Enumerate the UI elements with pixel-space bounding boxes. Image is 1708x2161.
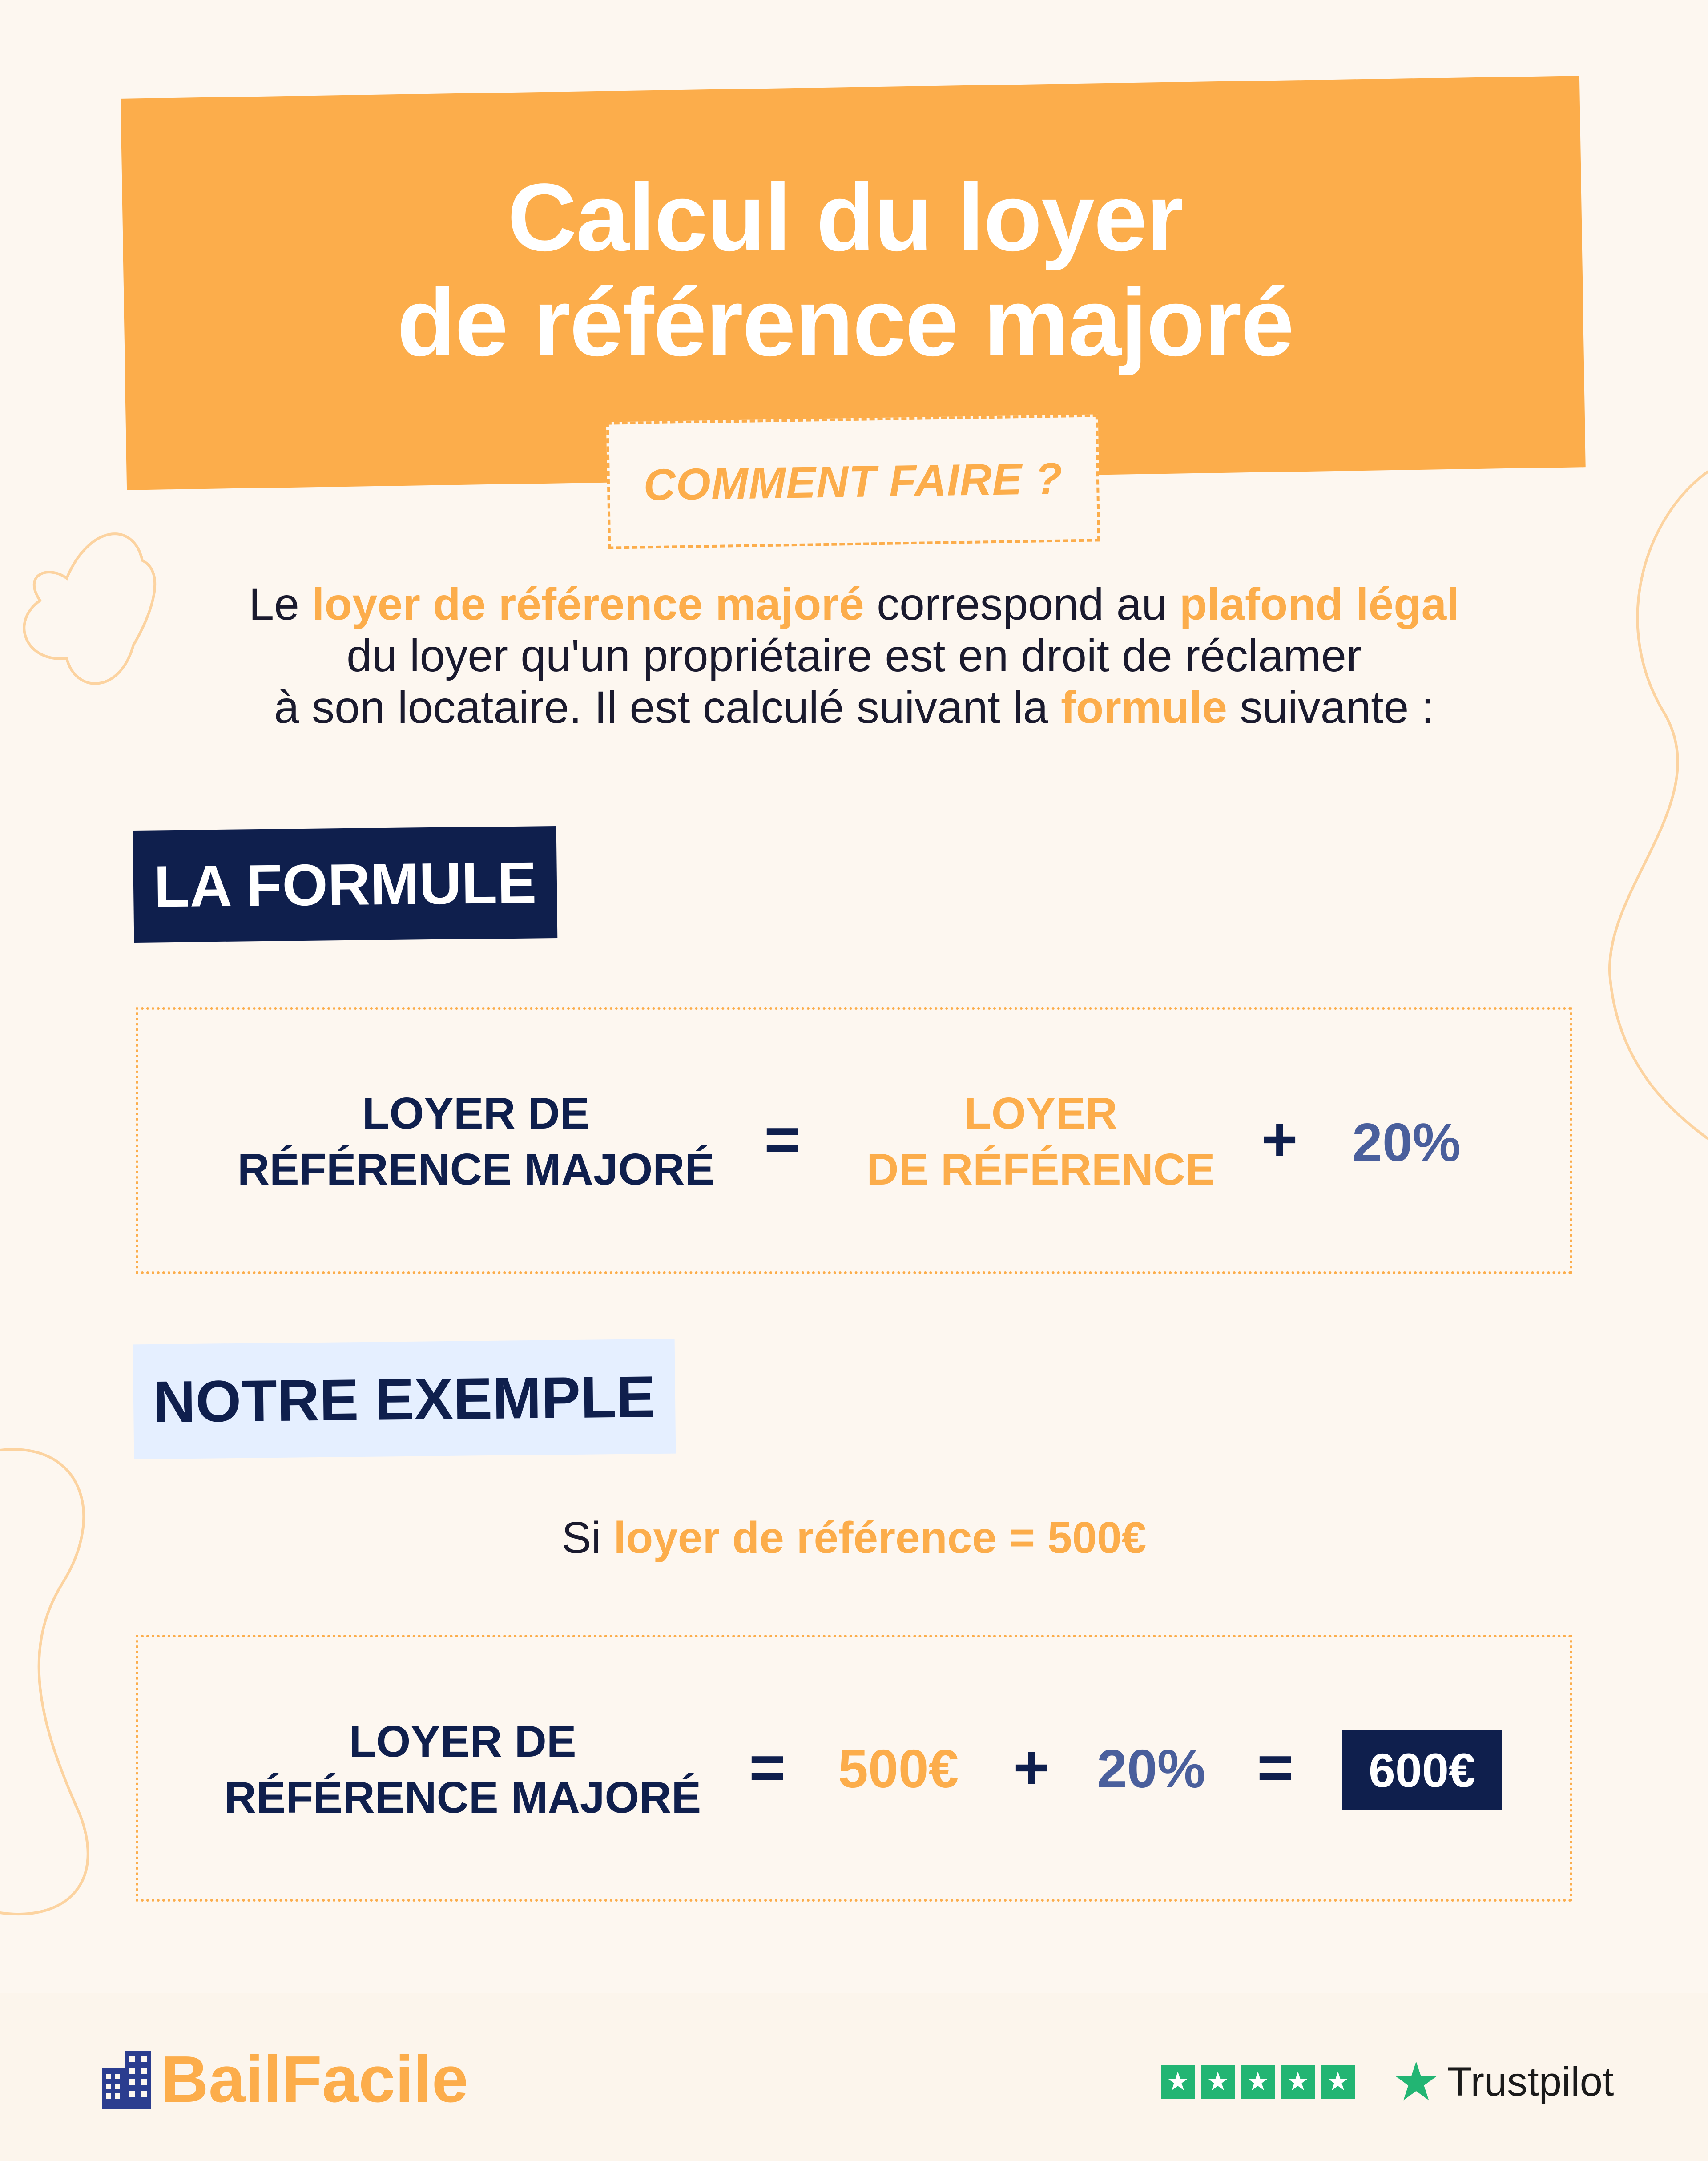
intro-highlight: formule <box>1060 682 1228 733</box>
trustpilot-rating <box>1161 2065 1361 2099</box>
example-equals: = <box>749 1732 786 1802</box>
intro-paragraph <box>147 578 1561 733</box>
example-condition <box>400 1512 1308 1564</box>
example-equals-2: = <box>1257 1732 1293 1802</box>
example-condition-value: loyer de référence = 500€ <box>613 1513 1147 1563</box>
trustpilot-logo <box>1392 2052 1614 2112</box>
intro-line-1 <box>147 578 1561 630</box>
intro-text: suivante : <box>1227 682 1434 733</box>
brand-name: BailFacile <box>161 2043 469 2116</box>
star-icon: ★ <box>1321 2065 1355 2099</box>
formula-plus: + <box>1261 1104 1298 1174</box>
intro-highlight: plafond légal <box>1179 579 1459 629</box>
subtitle: COMMENT FAIRE ? <box>643 453 1063 510</box>
star-icon: ★ <box>1241 2065 1275 2099</box>
intro-highlight: loyer de référence majoré <box>312 579 864 629</box>
intro-line-2: du loyer qu'un propriétaire est en droit de réclamer <box>346 630 1362 681</box>
star-icon: ★ <box>1161 2065 1195 2099</box>
star-icon: ★ <box>1201 2065 1235 2099</box>
section-tag-formule <box>133 826 558 943</box>
trustpilot-badge[interactable] <box>1161 2052 1614 2112</box>
section-tag-label: LA FORMULE <box>153 849 537 919</box>
formula-mid-term <box>845 1085 1237 1197</box>
formula-equals: = <box>764 1104 801 1174</box>
blob-outline-left <box>24 534 155 684</box>
intro-text: correspond au <box>864 579 1180 629</box>
brand-logo[interactable] <box>102 2042 468 2117</box>
section-tag-label: NOTRE EXEMPLE <box>153 1363 656 1435</box>
wave-left <box>0 1449 88 1914</box>
formula-left-term <box>209 1085 743 1197</box>
example-percent: 20% <box>1097 1738 1206 1799</box>
example-si: Si <box>561 1513 614 1563</box>
formula-mid-line-1: LOYER <box>964 1089 1118 1138</box>
intro-text: Le <box>249 579 312 629</box>
example-left-term <box>196 1713 729 1826</box>
subtitle-box <box>606 414 1100 549</box>
trustpilot-star-icon: ★ <box>1392 2052 1440 2112</box>
page-title <box>133 165 1557 375</box>
formula-left-line-1: LOYER DE <box>362 1089 590 1138</box>
intro-line-3 <box>147 681 1561 733</box>
formula-left-line-2: RÉFÉRENCE MAJORÉ <box>237 1145 715 1194</box>
formula-percent: 20% <box>1352 1112 1461 1173</box>
example-left-line-1: LOYER DE <box>349 1717 576 1766</box>
star-icon: ★ <box>1281 2065 1315 2099</box>
building-icon <box>102 2051 151 2109</box>
example-plus: + <box>1013 1732 1050 1802</box>
title-line-2: de référence majoré <box>397 268 1293 376</box>
intro-text: à son locataire. Il est calculé suivant la <box>274 682 1061 733</box>
trustpilot-label: Trustpilot <box>1447 2059 1614 2105</box>
title-line-1: Calcul du loyer <box>507 163 1183 271</box>
example-amount: 500€ <box>838 1738 959 1799</box>
wave-right <box>1610 472 1708 1139</box>
formula-mid-line-2: DE RÉFÉRENCE <box>866 1145 1215 1194</box>
example-result <box>1342 1730 1502 1810</box>
example-left-line-2: RÉFÉRENCE MAJORÉ <box>224 1773 701 1822</box>
section-tag-exemple <box>133 1339 676 1459</box>
example-result-value: 600€ <box>1368 1743 1476 1797</box>
